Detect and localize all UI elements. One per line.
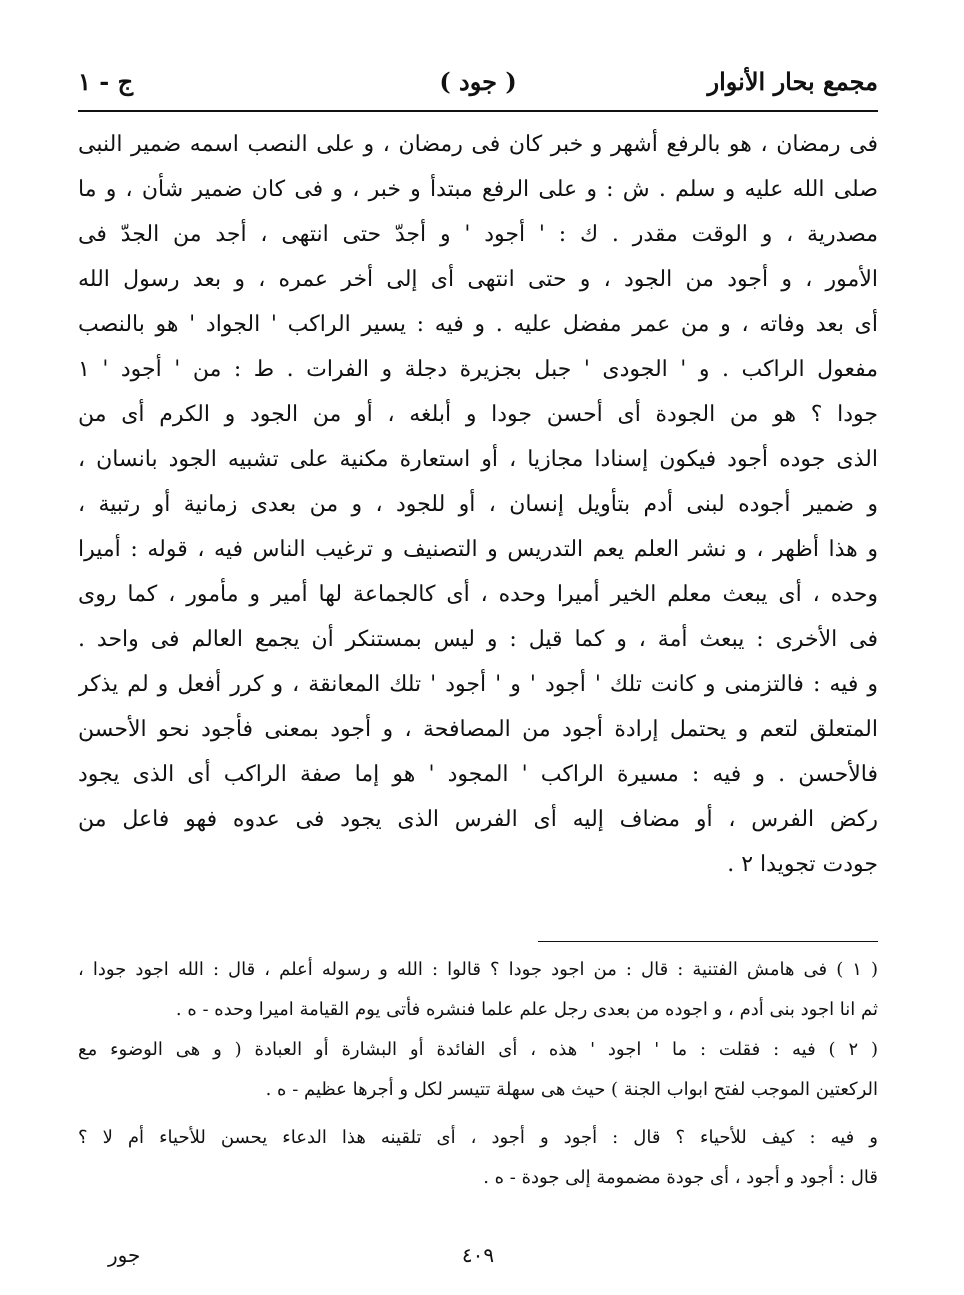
text-line: الأمور ، و أجود من الجود ، و حتى انتهى أى إلى أخر عمره ، و بعد رسول الله bbox=[78, 267, 878, 292]
footnote-line: و فيه : كيف للأحياء ؟ قال : أجود و أجود ، أى تلقينه هذا الدعاء يحسن للأحياء أم لا ؟ bbox=[78, 1127, 878, 1148]
text-line: فالأحسن . و فيه : مسيرة الراكب ' المجود ' هو إما صفة الراكب أى الذى يجود bbox=[78, 762, 878, 787]
text-line: و هذا أظهر ، و نشر العلم يعم التدريس و التصنيف و ترغيب الناس فيه ، قوله : أميرا bbox=[78, 537, 878, 562]
text-line: صلى الله عليه و سلم . ش : و على الرفع مبتدأ و خبر ، و فى كان ضمير شأن ، و ما bbox=[78, 177, 878, 202]
footnote-separator bbox=[538, 941, 878, 942]
text-line: ركض الفرس ، أو مضاف إليه أى الفرس الذى يجود فى عدوه فهو فاعل من bbox=[78, 807, 878, 832]
text-line: جودت تجويدا ٢ . bbox=[727, 852, 878, 877]
text-line: مفعول الراكب . و ' الجودى ' جبل بجزيرة دجلة و الفرات . ط : من ' أجود ' ١ bbox=[78, 357, 878, 382]
text-line: و فيه : فالتزمنى و كانت تلك ' أجود ' و ' أجود ' تلك المعانقة ، و كرر أفعل و لم يذكر bbox=[78, 672, 878, 697]
text-line: مصدرية ، و الوقت مقدر . ك : ' أجود ' و أجدّ حتى انتهى ، أجد من الجدّ فى bbox=[78, 222, 878, 247]
page-header bbox=[78, 62, 878, 102]
page-number: ٤٠٩ bbox=[461, 1243, 495, 1267]
footnote-line: الركعتين الموجب لفتح ابواب الجنة ) حيث هى سهلة تتيسر لكل و أجرها عظيم - ه . bbox=[265, 1079, 878, 1100]
footnote-line: ( ١ ) فى هامش الفتنية : قال : من اجود جودا ؟ قالوا : الله و رسوله أعلم ، قال : الله اجود جودا ، bbox=[78, 959, 878, 980]
text-line: المتعلق لتعم و يحتمل إرادة أجود من المصافحة ، و أجود بمعنى فأجود نحو الأحسن bbox=[78, 717, 878, 742]
text-line: الذى جوده أجود فيكون إسنادا مجازيا ، أو استعارة مكنية على تشبيه الجود بانسان ، bbox=[78, 447, 878, 472]
text-line: أى بعد وفاته ، و من عمر مفضل عليه . و فيه : يسير الراكب ' الجواد ' هو بالنصب bbox=[78, 312, 878, 337]
text-line: فى الأخرى : يبعث أمة ، و كما قيل : و ليس بمستنكر أن يجمع العالم فى واحد . bbox=[78, 627, 878, 652]
catchword: جور bbox=[108, 1243, 141, 1267]
footnote-line: قال : أجود و أجود ، أى جودة مضمومة إلى جودة - ه . bbox=[483, 1167, 878, 1188]
footnote-line: ثم انا اجود بنى أدم ، و اجوده من بعدى رجل علم علما فنشره فأتى يوم القيامة اميرا وحده - ه . bbox=[175, 999, 878, 1020]
page-footer bbox=[78, 1238, 878, 1272]
text-line: وحده ، أى يبعث معلم الخير أميرا وحده ، أى كالجماعة لها أمير و مأمور ، كما روى bbox=[78, 582, 878, 607]
footnotes bbox=[78, 950, 878, 1198]
book-title: مجمع بحار الأنوار bbox=[707, 67, 878, 96]
text-line: جودا ؟ هو من الجودة أى أحسن جودا و أبلغه ، أو من الجود و الكرم أى من bbox=[78, 402, 878, 427]
volume-label: ج - ١ bbox=[78, 67, 134, 96]
entry-word: ( جود ) bbox=[439, 67, 517, 96]
header-rule bbox=[78, 110, 878, 112]
footnote-line: ( ٢ ) فيه : فقلت : ما ' اجود ' هذه ، أى الفائدة أو البشارة أو العبادة ( و هى الوضوء مع bbox=[78, 1039, 878, 1060]
text-line: و ضمير أجوده لبنى أدم بتأويل إنسان ، أو للجود ، و من بعدى زمانية أو رتبية ، bbox=[78, 492, 878, 517]
main-text bbox=[78, 122, 878, 887]
text-line: فى رمضان ، هو بالرفع أشهر و خبر كان فى رمضان ، و على النصب اسمه ضمير النبى bbox=[78, 132, 878, 157]
